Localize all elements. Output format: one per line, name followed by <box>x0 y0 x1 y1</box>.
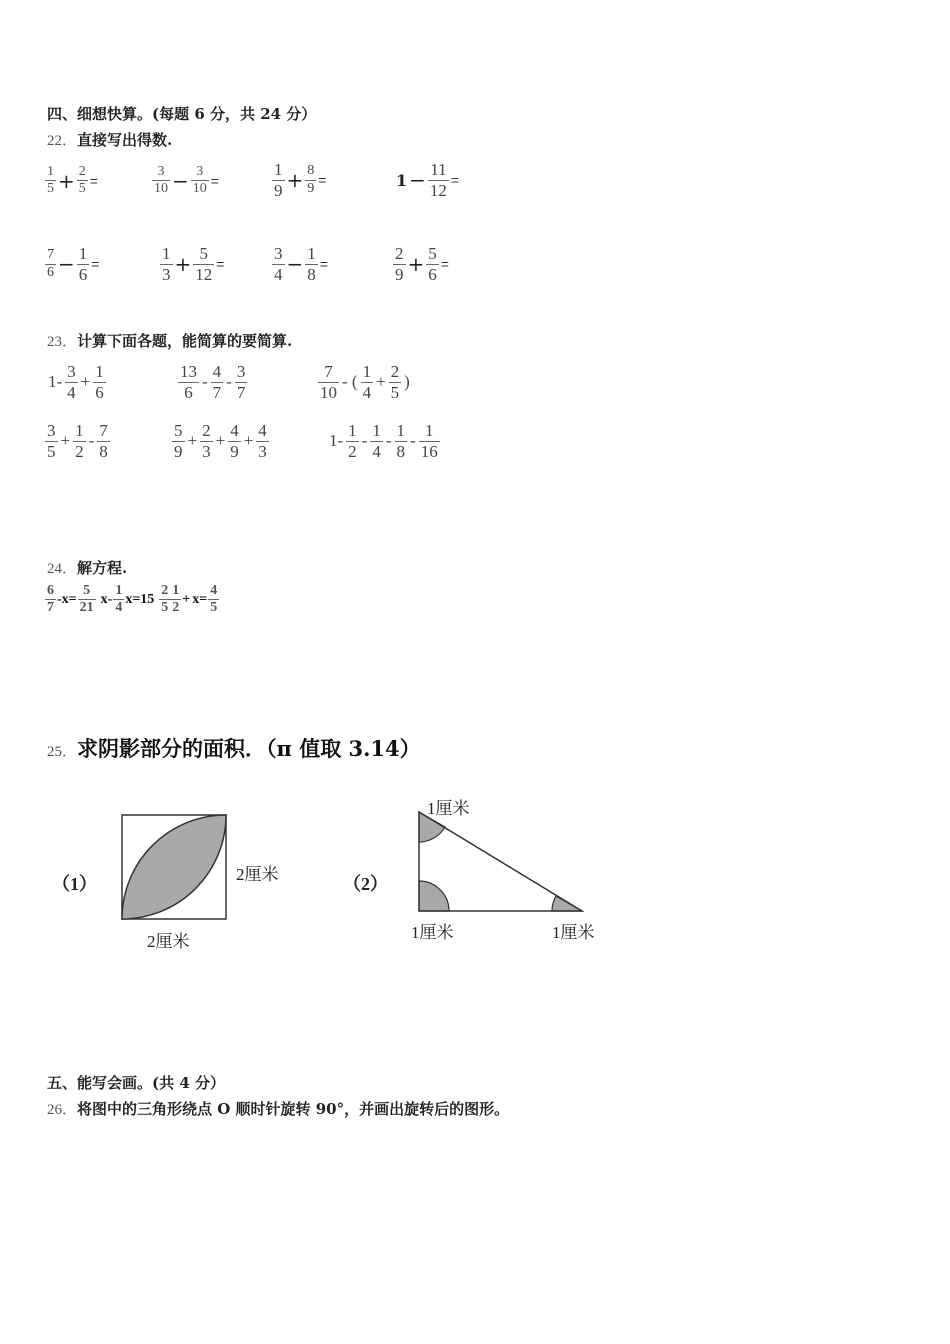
denominator: 9 <box>230 441 239 461</box>
question-text: 直接写出得数. <box>77 131 173 149</box>
operator: + <box>407 252 425 277</box>
operator: + <box>215 431 226 451</box>
denominator: 9 <box>307 180 315 196</box>
denominator: 21 <box>79 600 94 616</box>
operator: + <box>286 168 304 193</box>
denominator: 3 <box>162 264 171 284</box>
question-number: 22． <box>47 133 78 149</box>
q22-item-4 <box>396 160 459 200</box>
equals: = <box>210 172 219 189</box>
denominator: 5 <box>47 441 56 461</box>
equals: = <box>440 256 449 273</box>
denominator: 8 <box>396 441 406 461</box>
q22-item-5 <box>45 244 99 284</box>
question-text: 将图中的三角形绕点 O 顺时针旋转 90°，并画出旋转后的图形。 <box>77 1100 510 1118</box>
numerator: 3 <box>67 362 76 381</box>
numerator: 1 <box>372 421 381 440</box>
numerator: 8 <box>305 163 316 180</box>
operator: - <box>361 431 368 451</box>
question-text: 求阴影部分的面积．（π 值取 3.14） <box>77 736 421 761</box>
operator: - <box>88 431 95 451</box>
denominator: 2 <box>172 600 180 616</box>
figure-1-side-label: 2厘米 <box>236 865 279 884</box>
denominator: 16 <box>420 441 438 461</box>
denominator: 9 <box>395 264 404 284</box>
q22-item-2 <box>152 164 219 197</box>
denominator: 5 <box>210 600 218 616</box>
equals: = <box>450 172 460 189</box>
numerator: 3 <box>236 362 246 381</box>
numerator: 1 <box>162 244 171 263</box>
equals: = <box>89 172 98 189</box>
numerator: 5 <box>174 421 183 440</box>
operator: - <box>410 431 416 451</box>
operator: - <box>202 372 208 392</box>
q22-item-6 <box>160 244 224 284</box>
denominator: 8 <box>307 264 316 284</box>
numerator: 1 <box>362 362 372 381</box>
numerator: 2 <box>77 164 88 181</box>
numerator: 3 <box>47 421 56 440</box>
question-26 <box>47 1098 509 1119</box>
question-number: 23． <box>47 334 78 350</box>
denominator: 3 <box>258 441 267 461</box>
equals: = <box>216 256 225 273</box>
numerator: 1 <box>396 421 406 440</box>
operator: + <box>60 431 71 451</box>
question-22 <box>47 129 172 150</box>
denominator: 5 <box>78 181 86 197</box>
figure-1-diagram <box>112 805 242 930</box>
operator: - <box>226 372 232 392</box>
denominator: 12 <box>429 180 447 200</box>
q23-expr-1 <box>45 362 106 402</box>
question-text: 计算下面各题，能简算的要简算. <box>77 332 293 350</box>
equation-text: x=15 <box>125 591 155 607</box>
denominator: 2 <box>75 441 84 461</box>
denominator: 7 <box>47 600 54 616</box>
numerator: 6 <box>45 583 56 600</box>
q22-item-3 <box>272 160 326 200</box>
q22-item-1 <box>45 164 98 197</box>
numerator: 2 <box>202 421 211 440</box>
numerator: 7 <box>318 362 339 383</box>
denominator: 7 <box>212 382 222 402</box>
denominator: 9 <box>174 441 183 461</box>
figure-2-left-label: 1厘米 <box>411 923 454 942</box>
equals: = <box>91 256 100 273</box>
numerator: 1 <box>95 362 104 381</box>
numerator: 1 <box>113 583 124 600</box>
numerator: 1 <box>170 583 181 600</box>
figure-2-label: （2） <box>343 874 388 894</box>
operator: + <box>376 372 386 392</box>
denominator: 4 <box>115 600 123 616</box>
denominator: 2 <box>348 441 357 461</box>
numerator: 5 <box>193 244 214 265</box>
numerator: 7 <box>45 247 56 264</box>
denominator: 6 <box>184 382 193 402</box>
question-number: 26． <box>47 1102 78 1118</box>
denominator: 6 <box>47 264 54 280</box>
term: 1- <box>48 372 63 392</box>
denominator: 4 <box>274 264 283 284</box>
numerator: 1 <box>78 244 88 263</box>
numerator: 1 <box>45 164 56 181</box>
denominator: 10 <box>154 181 168 197</box>
figure-2-right-label: 1厘米 <box>552 923 595 942</box>
figure-1-bottom-label: 2厘米 <box>147 932 190 951</box>
q23-expr-3 <box>318 362 413 402</box>
numerator: 1 <box>307 244 316 263</box>
operator: + <box>174 252 192 277</box>
lead-number: 1 <box>396 170 408 190</box>
operator: − <box>58 252 75 277</box>
numerator: 2 <box>159 583 170 600</box>
denominator: 10 <box>192 181 207 197</box>
question-25 <box>47 733 421 763</box>
operator: + <box>80 372 91 392</box>
numerator: 5 <box>78 583 96 600</box>
numerator: 13 <box>180 362 197 381</box>
q23-expr-2 <box>178 362 247 402</box>
figure-2-top-label: 1厘米 <box>427 799 470 818</box>
denominator: 10 <box>320 382 337 402</box>
numerator: 1 <box>274 160 283 179</box>
question-text: 解方程. <box>77 559 128 577</box>
q24-equations <box>45 583 219 616</box>
numerator: 4 <box>212 362 222 381</box>
denominator: 5 <box>390 382 400 402</box>
question-number: 25． <box>47 744 78 760</box>
numerator: 1 <box>75 421 84 440</box>
numerator: 3 <box>152 164 170 181</box>
denominator: 5 <box>161 600 169 616</box>
equation-text: x= <box>192 591 208 607</box>
numerator: 4 <box>258 421 267 440</box>
denominator: 4 <box>372 441 381 461</box>
q22-item-8 <box>393 244 449 284</box>
equation-text: x- <box>100 591 113 607</box>
equals: = <box>318 172 327 189</box>
operator: - ( <box>342 372 358 392</box>
numerator: 11 <box>428 160 449 181</box>
denominator: 6 <box>428 264 437 284</box>
q23-expr-5 <box>172 421 269 461</box>
q23-expr-6 <box>326 421 440 461</box>
question-number: 24． <box>47 561 78 577</box>
denominator: 12 <box>195 264 213 284</box>
operator: − <box>286 252 304 277</box>
numerator: 4 <box>230 421 239 440</box>
numerator: 1 <box>348 421 357 440</box>
numerator: 2 <box>390 362 400 381</box>
denominator: 5 <box>47 181 54 197</box>
equals: = <box>319 256 328 273</box>
equation-text: + <box>182 591 191 607</box>
term: 1- <box>329 431 344 451</box>
section-4-title: 四、细想快算。(每题 6 分，共 24 分） <box>47 105 317 123</box>
numerator: 3 <box>274 244 283 263</box>
numerator: 1 <box>419 421 440 442</box>
q22-item-7 <box>272 244 328 284</box>
numerator: 2 <box>395 244 404 263</box>
close-paren: ) <box>404 372 410 392</box>
operator: + <box>243 431 254 451</box>
denominator: 4 <box>362 382 372 402</box>
numerator: 3 <box>191 164 209 181</box>
operator: − <box>409 168 426 193</box>
sector-right-angle <box>419 881 449 911</box>
denominator: 6 <box>78 264 88 284</box>
numerator: 5 <box>428 244 437 263</box>
denominator: 4 <box>67 382 76 402</box>
question-24 <box>47 557 127 578</box>
numerator: 4 <box>208 583 219 600</box>
denominator: 8 <box>99 441 108 461</box>
operator: + <box>187 431 198 451</box>
figure-1-label: （1） <box>52 874 97 894</box>
operator: - <box>385 431 392 451</box>
denominator: 9 <box>274 180 283 200</box>
q23-expr-4 <box>45 421 110 461</box>
question-23 <box>47 330 292 351</box>
numerator: 7 <box>99 421 108 440</box>
section-5-title: 五、能写会画。(共 4 分） <box>47 1074 225 1092</box>
denominator: 6 <box>95 382 104 402</box>
operator: − <box>172 168 189 193</box>
equation-text: -x= <box>57 591 77 607</box>
operator: + <box>58 168 75 193</box>
denominator: 3 <box>202 441 211 461</box>
denominator: 7 <box>236 382 246 402</box>
